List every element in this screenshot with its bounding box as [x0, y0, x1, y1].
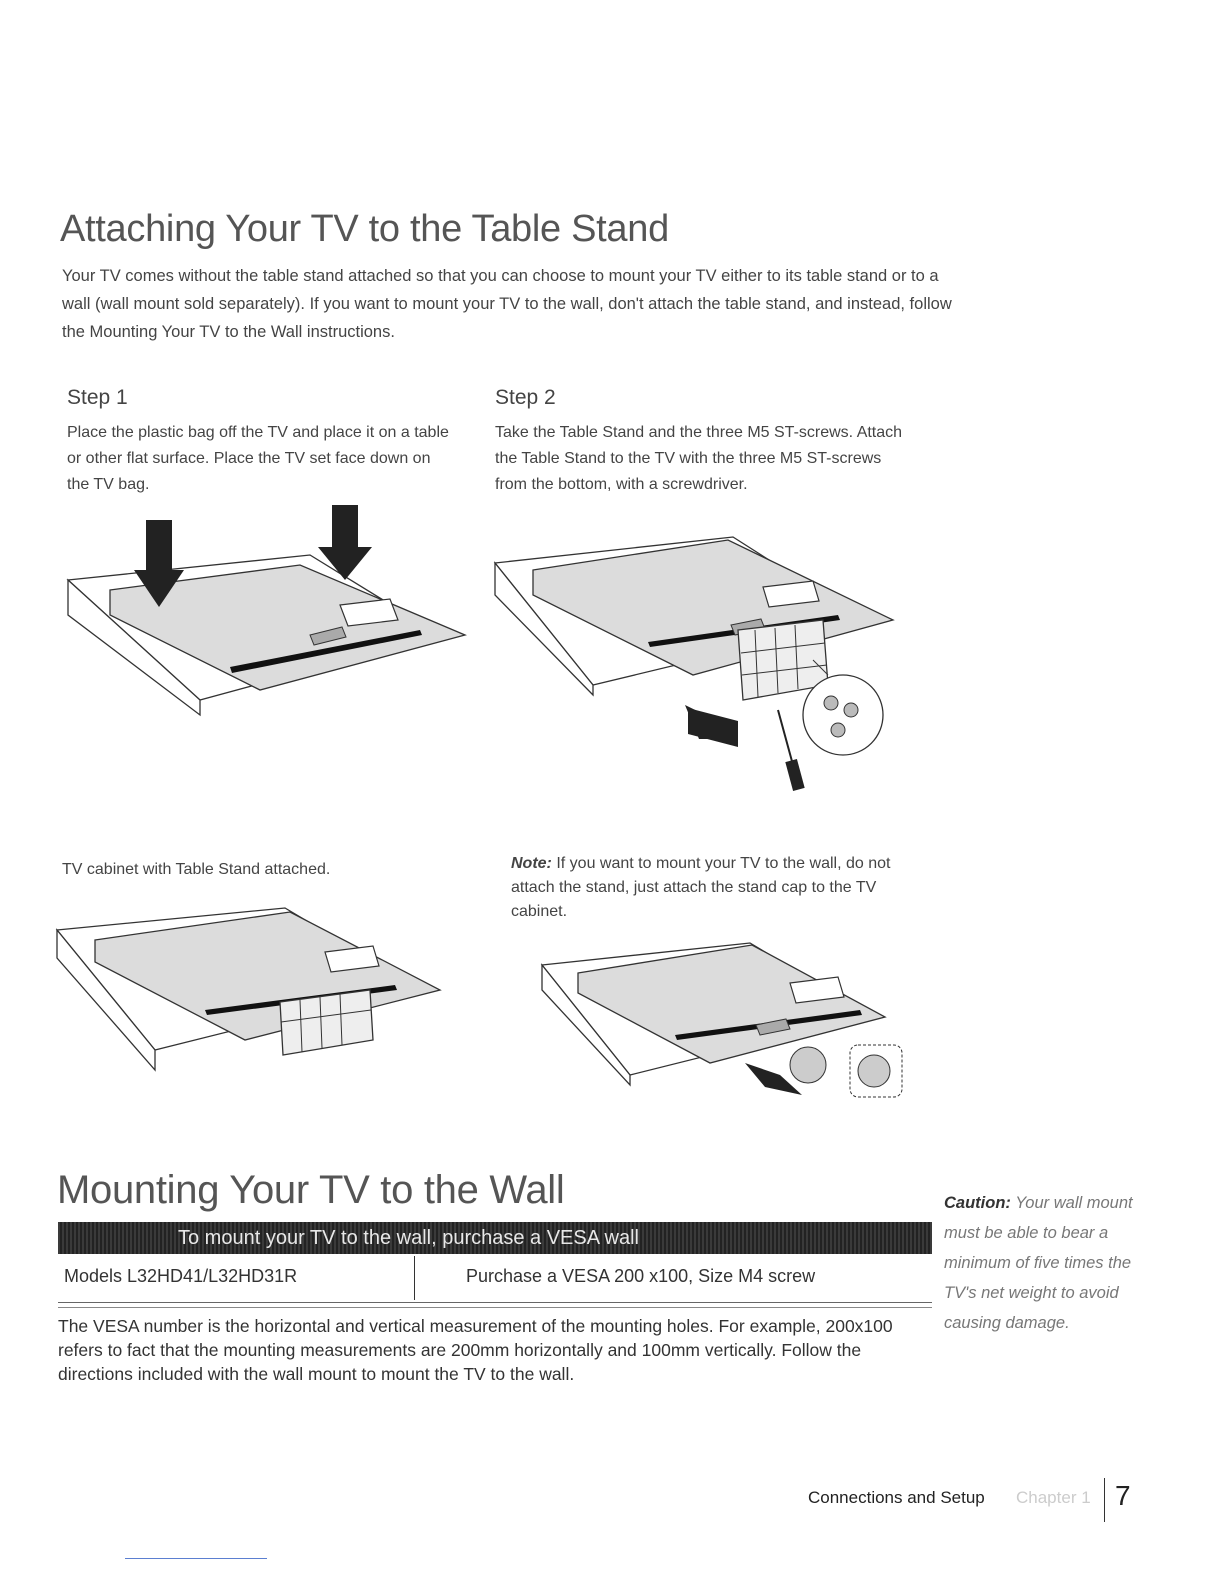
vesa-banner: To mount your TV to the wall, purchase a VESA wall — [58, 1222, 932, 1254]
arrow-icon — [688, 708, 738, 747]
vesa-table-row — [58, 1256, 932, 1300]
step1-title: Step 1 — [67, 386, 128, 409]
caution-text: Your wall mount must be able to bear a minimum of five times the TV's net weight to avoid causing damage. — [944, 1194, 1133, 1332]
table-stand-icon — [280, 990, 373, 1055]
models-cell: Models L32HD41/L32HD31R — [64, 1266, 298, 1286]
vesa-description: The VESA number is the horizontal and vertical measurement of the mounting holes. For example, 200x100 refers to fact that the mounting measurements are 200mm horizontally and 100mm vertically. Follow the directions included with the wall mount to mount the TV to the wall. — [58, 1316, 893, 1384]
page-number: 7 — [1115, 1480, 1131, 1511]
note-body: If you want to mount your TV to the wall, do not attach the stand, just attach the stand cap to the TV cabinet. — [511, 855, 891, 920]
footer-divider — [1104, 1478, 1105, 1522]
section2-title: Mounting Your TV to the Wall — [57, 1168, 565, 1212]
step1-text: Place the plastic bag off the TV and place it on a table or other flat surface. Place the TV set face down on the TV bag. — [67, 424, 449, 493]
note-label: Note: — [511, 855, 552, 872]
stand-cap-illustration — [540, 935, 920, 1105]
cabinet-with-stand-illustration — [55, 900, 455, 1100]
stand-cap-icon — [790, 1047, 826, 1083]
intro-paragraph: Your TV comes without the table stand attached so that you can choose to mount your TV either to its table stand or to a wall (wall mount sold separately). If you want to mount your TV to the wall, don't attach the table stand, and instead, follow the Mounting Your TV to the Wall instructions. — [62, 267, 952, 341]
bottom-rule — [125, 1558, 267, 1559]
page-title: Attaching Your TV to the Table Stand — [60, 208, 669, 250]
step2-text: Take the Table Stand and the three M5 ST-screws. Attach the Table Stand to the TV with the three M5 ST-screws from the bottom, with a screwdriver. — [495, 424, 903, 493]
screwdriver-icon — [778, 710, 805, 791]
divider — [58, 1302, 932, 1308]
caution-label: Caution: — [944, 1194, 1011, 1212]
tv-face-down-illustration — [60, 495, 480, 725]
screws-detail-icon — [803, 675, 883, 755]
footer-section: Connections and Setup — [808, 1488, 985, 1507]
footer-chapter: Chapter 1 — [1016, 1488, 1091, 1507]
cabinet-caption: TV cabinet with Table Stand attached. — [62, 861, 331, 878]
note-text — [511, 852, 911, 924]
step2-title: Step 2 — [495, 386, 556, 409]
purchase-cell: Purchase a VESA 200 x100, Size M4 screw — [466, 1266, 816, 1286]
attach-stand-illustration — [493, 525, 903, 795]
caution-note — [944, 1188, 1154, 1338]
